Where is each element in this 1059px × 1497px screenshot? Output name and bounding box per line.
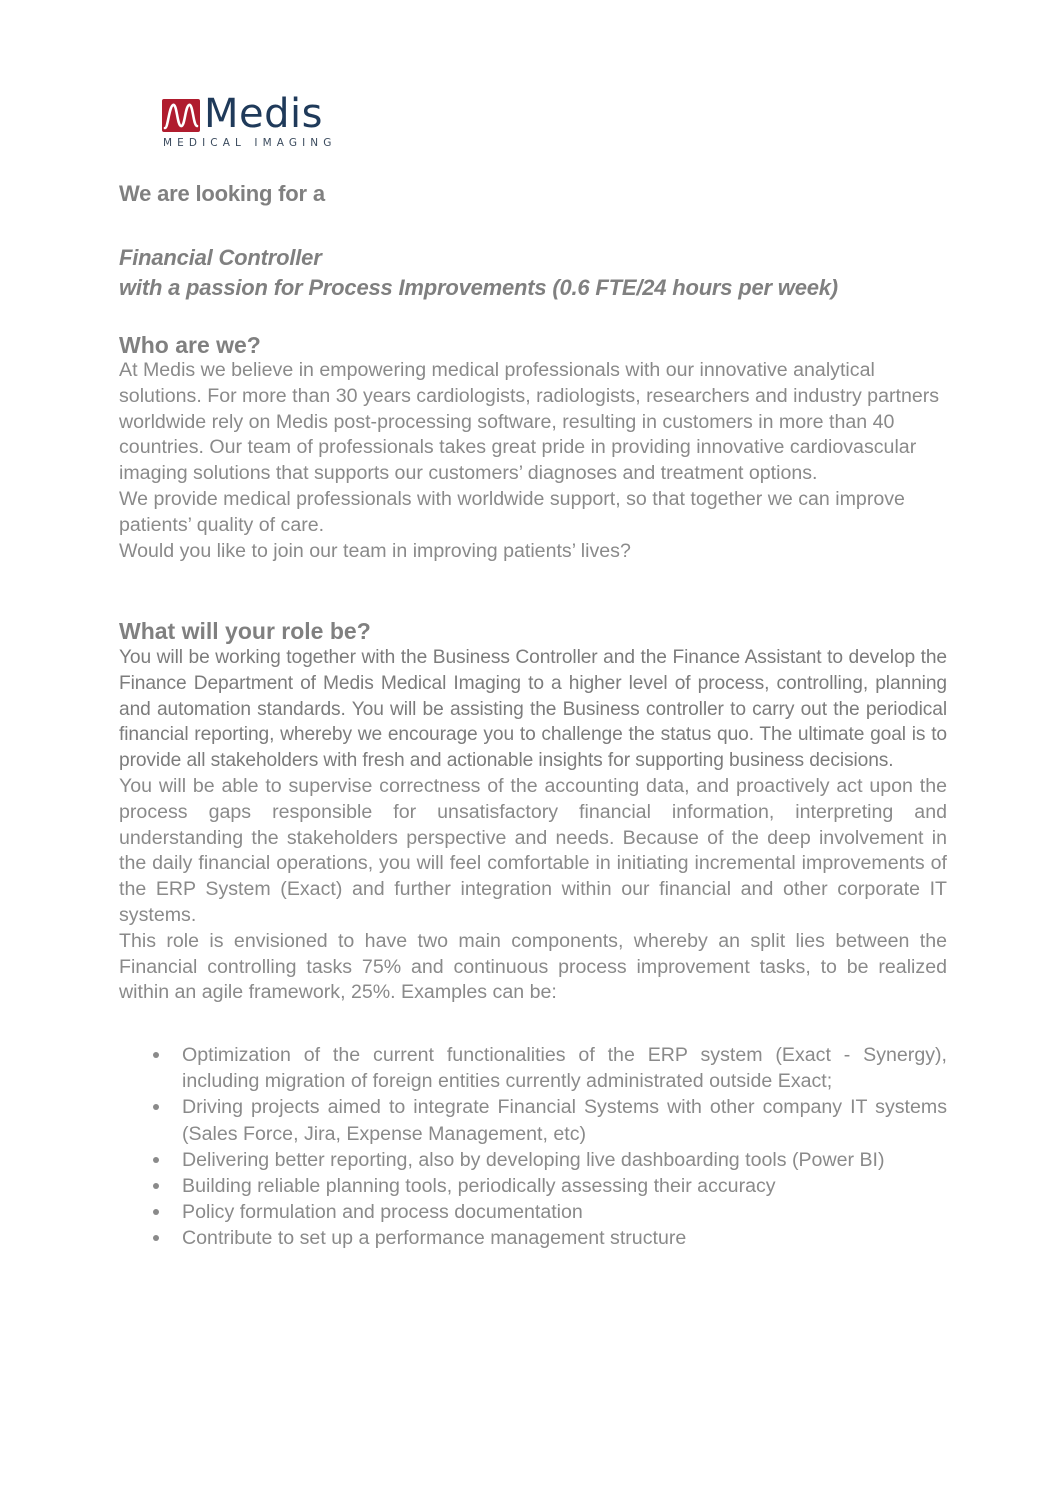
list-item: Driving projects aimed to integrate Financial Systems with other company IT systems (Sales Force, Jira, Expense Management, etc): [119, 1094, 947, 1146]
list-item: Delivering better reporting, also by developing live dashboarding tools (Power BI): [119, 1147, 947, 1173]
who-paragraph: At Medis we believe in empowering medical professionals with our innovative analytical solutions. For more than 30 years cardiologists, radiologists, researchers and industry partners worldwide rely on Medis post-processing software, resulting in customers in more than 40 countries. Our team of professionals takes great pride in providing innovative cardiovascular imaging solutions that supports our customers’ diagnoses and treatment options.: [119, 359, 940, 485]
medis-wave-icon: [162, 99, 200, 132]
logo-tagline: MEDICAL IMAGING: [163, 137, 337, 149]
bullet-icon: [153, 1183, 159, 1189]
list-item: Building reliable planning tools, periodically assessing their accuracy: [119, 1173, 947, 1199]
bullet-icon: [153, 1104, 159, 1110]
role-paragraph: You will be able to supervise correctness of the accounting data, and proactively act upon the process gaps responsible for unsatisfactory financial information, interpreting and understanding the stakeholders perspective and needs. Because of the deep involvement in the daily financial operations, you will feel comfortable in initiating incremental improvements of the ERP System (Exact) and further integration within our financial and other corporate IT systems.: [119, 774, 947, 926]
job-title: [119, 243, 838, 303]
list-item: Policy formulation and process documentation: [119, 1199, 947, 1225]
role-paragraph: You will be working together with the Business Controller and the Finance Assistant to develop the Finance Department of Medis Medical Imaging to a higher level of process, controlling, planning and automation standards. You will be assisting the Business controller to carry out the periodical financial reporting, whereby we encourage you to challenge the status quo. The ultimate goal is to provide all stakeholders with fresh and actionable insights for supporting business decisions.: [119, 647, 947, 772]
medis-logo: [160, 91, 340, 152]
job-title-line-2: with a passion for Process Improvements (0.6 FTE/24 hours per week): [119, 275, 838, 300]
bullet-icon: [153, 1052, 159, 1058]
who-are-we-body: [119, 358, 947, 564]
role-heading: What will your role be?: [119, 618, 371, 644]
role-paragraph: This role is envisioned to have two main components, whereby an split lies between the Financial controlling tasks 75% and continuous process improvement tasks, to be realized within an agile framework, 25%. Examples can be:: [119, 929, 947, 1004]
examples-list: [119, 1042, 947, 1252]
who-paragraph: Would you like to join our team in improving patients’ lives?: [119, 539, 631, 562]
logo-wordmark: Medis: [204, 91, 323, 137]
who-paragraph: We provide medical professionals with worldwide support, so that together we can improve patients’ quality of care.: [119, 487, 905, 536]
list-item: Contribute to set up a performance management structure: [119, 1225, 947, 1251]
bullet-icon: [153, 1157, 159, 1163]
list-item: Optimization of the current functionalities of the ERP system (Exact - Synergy), including migration of foreign entities currently administrated outside Exact;: [119, 1042, 947, 1094]
role-body: [119, 645, 947, 1006]
bullet-icon: [153, 1209, 159, 1215]
job-title-line-1: Financial Controller: [119, 245, 322, 270]
bullet-icon: [153, 1235, 159, 1241]
who-are-we-heading: Who are we?: [119, 332, 261, 358]
intro-heading: We are looking for a: [119, 181, 325, 206]
